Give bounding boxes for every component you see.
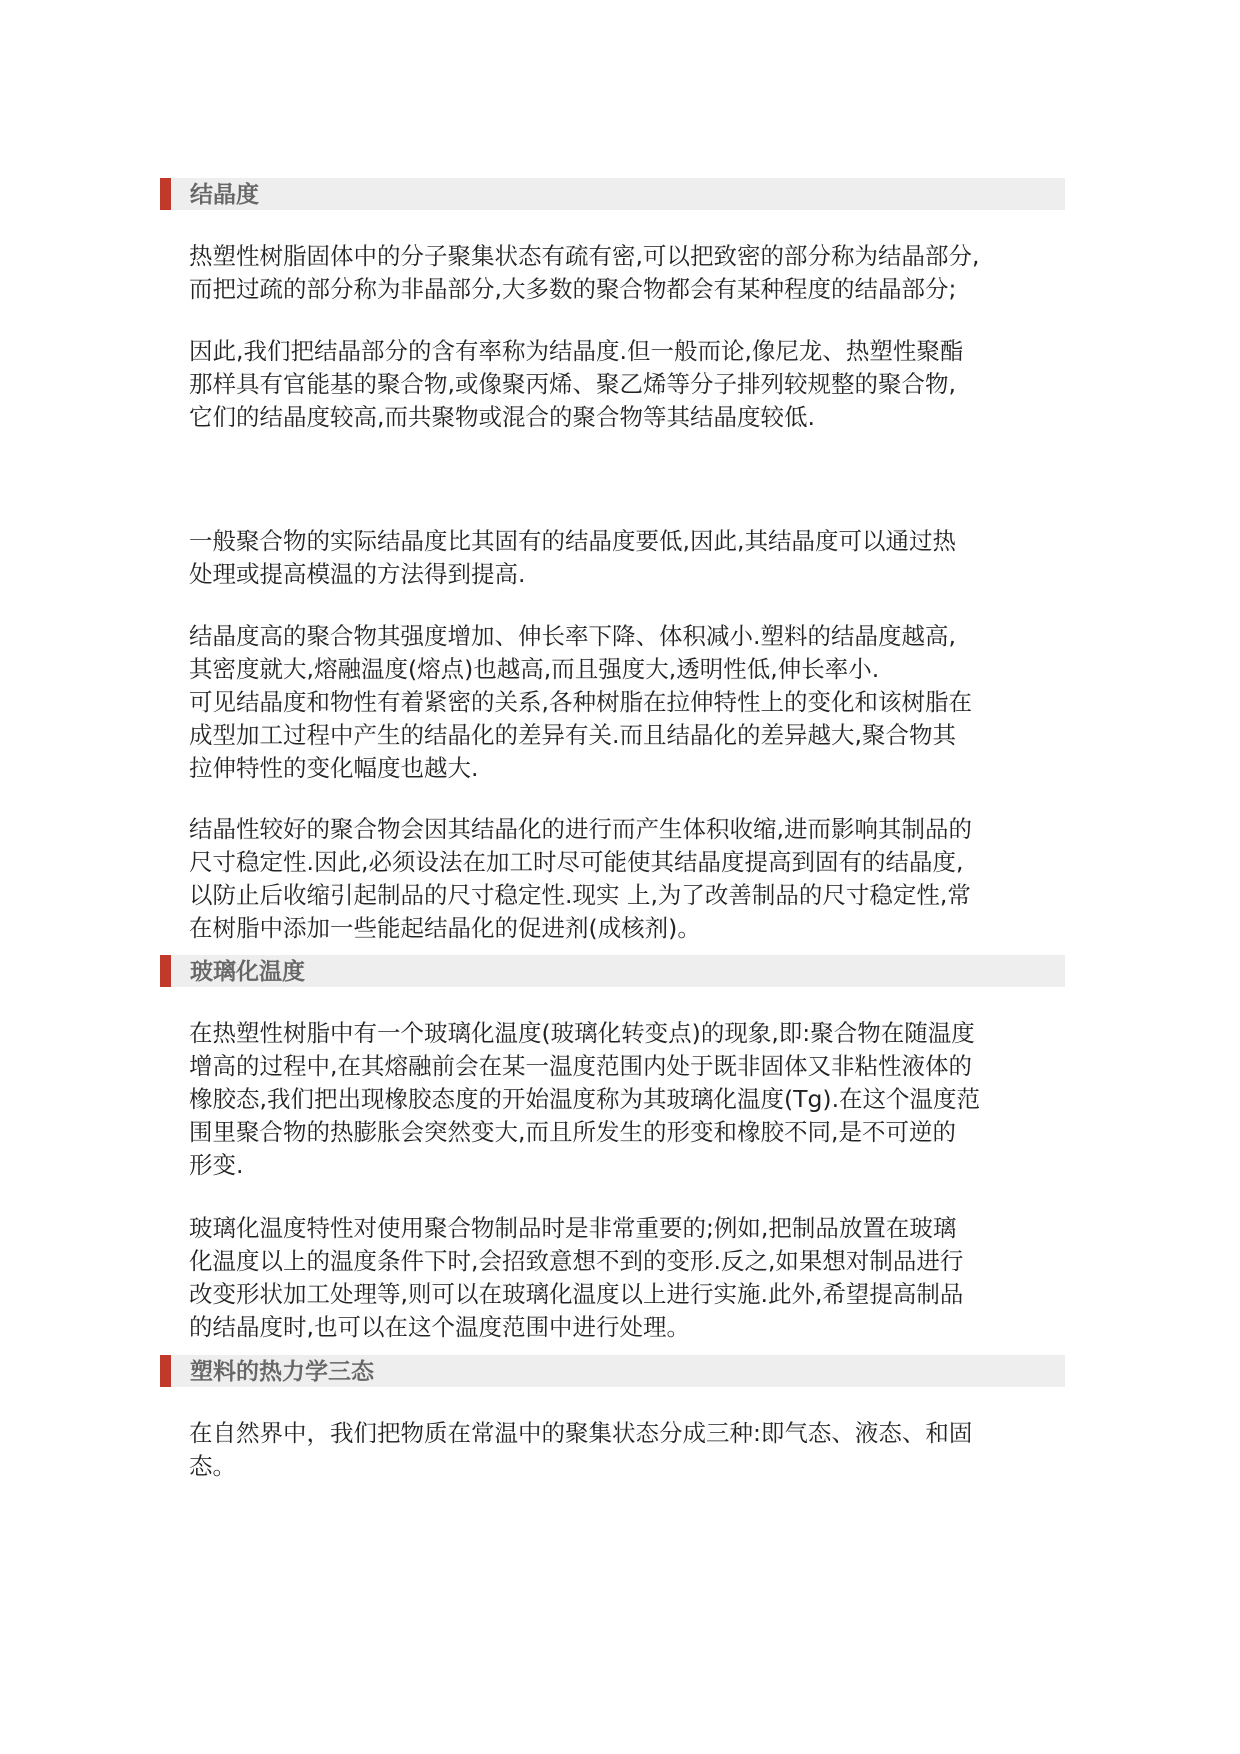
text-line: 橡胶态,我们把出现橡胶态度的开始温度称为其玻璃化温度(Tg).在这个温度范 bbox=[189, 1085, 981, 1113]
heading-accent-bar bbox=[160, 178, 171, 210]
section-heading-glass-transition bbox=[160, 955, 1065, 987]
text-line: 在树脂中添加一些能起结晶化的促进剂(成核剂)。 bbox=[189, 914, 701, 942]
text-line: 化温度以上的温度条件下时,会招致意想不到的变形.反之,如果想对制品进行 bbox=[189, 1247, 964, 1275]
heading-accent-bar bbox=[160, 955, 171, 987]
text-line: 玻璃化温度特性对使用聚合物制品时是非常重要的;例如,把制品放置在玻璃 bbox=[189, 1214, 957, 1242]
text-line: 处理或提高模温的方法得到提高. bbox=[189, 560, 526, 588]
text-line: 结晶性较好的聚合物会因其结晶化的进行而产生体积收缩,进而影响其制品的 bbox=[189, 815, 972, 843]
text-line: 尺寸稳定性.因此,必须设法在加工时尽可能使其结晶度提高到固有的结晶度, bbox=[189, 848, 964, 876]
text-line: 一般聚合物的实际结晶度比其固有的结晶度要低,因此,其结晶度可以通过热 bbox=[189, 527, 956, 555]
text-line: 形变. bbox=[189, 1151, 244, 1179]
text-line: 在自然界中，我们把物质在常温中的聚集状态分成三种:即气态、液态、和固 bbox=[189, 1419, 973, 1447]
text-line: 其密度就大,熔融温度(熔点)也越高,而且强度大,透明性低,伸长率小. bbox=[189, 655, 880, 683]
paragraph bbox=[189, 813, 1069, 945]
paragraph bbox=[189, 1417, 1069, 1483]
section-heading-crystallinity bbox=[160, 178, 1065, 210]
text-line: 改变形状加工处理等,则可以在玻璃化温度以上进行实施.此外,希望提高制品 bbox=[189, 1280, 964, 1308]
text-line: 结晶度高的聚合物其强度增加、伸长率下降、体积减小.塑料的结晶度越高, bbox=[189, 622, 956, 650]
text-line: 热塑性树脂固体中的分子聚集状态有疏有密,可以把致密的部分称为结晶部分, bbox=[189, 242, 980, 270]
paragraph bbox=[189, 1017, 1069, 1182]
text-line: 可见结晶度和物性有着紧密的关系,各种树脂在拉伸特性上的变化和该树脂在 bbox=[189, 688, 972, 716]
text-line: 的结晶度时,也可以在这个温度范围中进行处理。 bbox=[189, 1313, 690, 1341]
text-line: 因此,我们把结晶部分的含有率称为结晶度.但一般而论,像尼龙、热塑性聚酯 bbox=[189, 337, 964, 365]
paragraph bbox=[189, 1212, 1069, 1344]
heading-text: 塑料的热力学三态 bbox=[190, 1358, 374, 1385]
text-line: 拉伸特性的变化幅度也越大. bbox=[189, 754, 479, 782]
heading-text: 结晶度 bbox=[190, 181, 259, 208]
text-line: 那样具有官能基的聚合物,或像聚丙烯、聚乙烯等分子排列较规整的聚合物, bbox=[189, 370, 956, 398]
text-line: 增高的过程中,在其熔融前会在某一温度范围内处于既非固体又非粘性液体的 bbox=[189, 1052, 972, 1080]
text-line: 围里聚合物的热膨胀会突然变大,而且所发生的形变和橡胶不同,是不可逆的 bbox=[189, 1118, 956, 1146]
heading-text: 玻璃化温度 bbox=[190, 958, 305, 985]
paragraph bbox=[189, 240, 1069, 306]
paragraph bbox=[189, 525, 1069, 591]
text-line: 它们的结晶度较高,而共聚物或混合的聚合物等其结晶度较低. bbox=[189, 403, 815, 431]
heading-accent-bar bbox=[160, 1355, 171, 1387]
text-line: 而把过疏的部分称为非晶部分,大多数的聚合物都会有某种程度的结晶部分; bbox=[189, 275, 957, 303]
text-line: 在热塑性树脂中有一个玻璃化温度(玻璃化转变点)的现象,即:聚合物在随温度 bbox=[189, 1019, 975, 1047]
paragraph bbox=[189, 620, 1069, 785]
paragraph bbox=[189, 335, 1069, 434]
text-line: 以防止后收缩引起制品的尺寸稳定性.现实 上,为了改善制品的尺寸稳定性,常 bbox=[189, 881, 971, 909]
text-line: 成型加工过程中产生的结晶化的差异有关.而且结晶化的差异越大,聚合物其 bbox=[189, 721, 956, 749]
text-line: 态。 bbox=[189, 1452, 236, 1480]
section-heading-three-states bbox=[160, 1355, 1065, 1387]
